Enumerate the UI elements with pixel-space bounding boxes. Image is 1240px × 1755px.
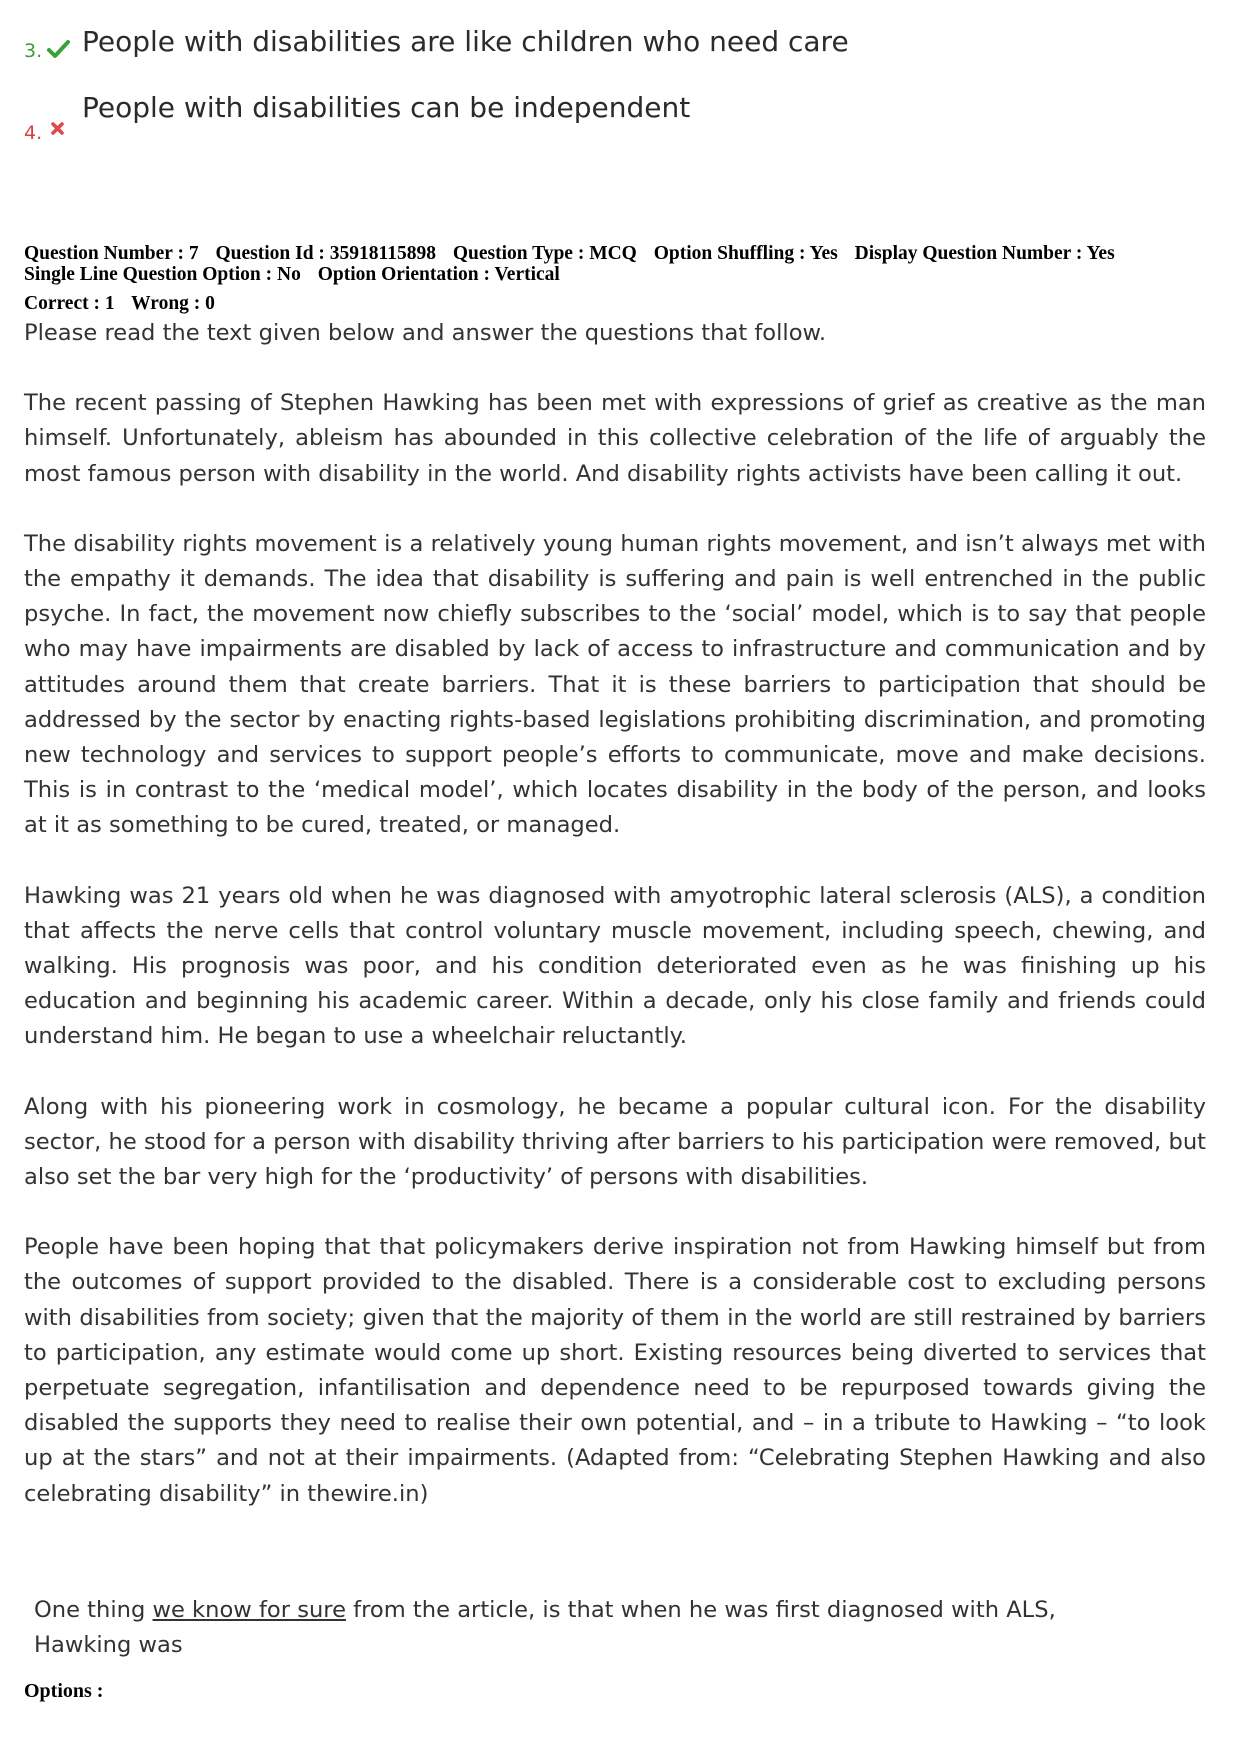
- passage-paragraph-2: The disability rights movement is a relatively young human rights movement, and isn’t always met with the empathy it demands. The idea that disability is suffering and pain is well entrenched in the public psyche. In fact, the movement now chiefly subscribes to the ‘social’ model, which is to say that people who may have impairments are disabled by lack of access to infrastructure and communication and by attitudes around them that create barriers. That it is these barriers to participation that should be addressed by the sector by enacting rights-based legislations prohibiting discrimination, and promoting new technology and services to support people’s efforts to communicate, move and make decisions. This is in contrast to the ‘medical model’, which locates disability in the body of the person, and looks at it as something to be cured, treated, or managed.: [24, 530, 1206, 839]
- correct-marks: Correct : 1: [24, 293, 115, 314]
- question-underlined-text: we know for sure: [152, 1597, 346, 1623]
- passage-paragraph-1: The recent passing of Stephen Hawking has been met with expressions of grief as creative as the man himself. Unfortunately, ableism has abounded in this collective celebration of the life of arguably the most famous person with disability in the world. And disability rights activists have been calling it out.: [24, 390, 1206, 487]
- question-type: Question Type : MCQ: [452, 243, 637, 264]
- passage-intro: Please read the text given below and answer the questions that follow.: [24, 320, 827, 346]
- question-text-before: One thing: [34, 1597, 153, 1623]
- question-stem-line-1: [34, 1593, 1184, 1628]
- option-3-row: [24, 25, 849, 62]
- check-icon: [46, 28, 72, 62]
- option-4-row: [24, 91, 691, 144]
- option-3-text: People with disabilities are like children who need care: [82, 25, 849, 58]
- options-label: Options :: [24, 1680, 104, 1702]
- question-meta-line-1: [24, 243, 1127, 264]
- passage-paragraph-4: Along with his pioneering work in cosmology, he became a popular cultural icon. For the disability sector, he stood for a person with disability thriving after barriers to his participation were removed, but also set the bar very high for the ‘productivity’ of persons with disabilities.: [24, 1093, 1206, 1191]
- question-meta-line-3: [24, 293, 227, 314]
- question-stem-line-2: Hawking was: [34, 1632, 183, 1658]
- question-text-after: from the article, is that when he was first diagnosed with ALS,: [345, 1597, 1056, 1623]
- option-3-number: 3.: [24, 40, 43, 62]
- single-line-question-option: Single Line Question Option : No: [24, 264, 301, 285]
- wrong-marks: Wrong : 0: [131, 293, 215, 314]
- option-4-number: 4.: [24, 122, 43, 144]
- passage-paragraph-5: People have been hoping that that policymakers derive inspiration not from Hawking himself but from the outcomes of support provided to the disabled. There is a considerable cost to excluding persons with disabilities from society; given that the majority of them in the world are still restrained by barriers to participation, any estimate would come up short. Existing resources being diverted to services that perpetuate segregation, infantilisation and dependence need to be repurposed towards giving the disabled the supports they need to realise their own potential, and – in a tribute to Hawking – “to look up at the stars” and not at their impairments. (Adapted from: “Celebrating Stephen Hawking and also celebrating disability” in thewire.in): [24, 1234, 1206, 1507]
- passage: [24, 316, 1206, 1512]
- cross-icon: [46, 104, 72, 138]
- option-orientation: Option Orientation : Vertical: [317, 264, 560, 285]
- question-stem: [34, 1593, 1184, 1663]
- question-number: Question Number : 7: [24, 243, 199, 264]
- passage-paragraph-3: Hawking was 21 years old when he was diagnosed with amyotrophic lateral sclerosis (ALS), a condition that affects the nerve cells that control voluntary muscle movement, including speech, chewing, and walking. His prognosis was poor, and his condition deteriorated even as he was finishing up his education and beginning his academic career. Within a decade, only his close family and friends could understand him. He began to use a wheelchair reluctantly.: [24, 882, 1206, 1050]
- question-meta-line-2: [24, 264, 572, 285]
- display-question-number: Display Question Number : Yes: [854, 243, 1115, 264]
- option-shuffling: Option Shuffling : Yes: [653, 243, 838, 264]
- question-id: Question Id : 35918115898: [215, 243, 436, 264]
- option-4-text: People with disabilities can be independent: [82, 91, 691, 124]
